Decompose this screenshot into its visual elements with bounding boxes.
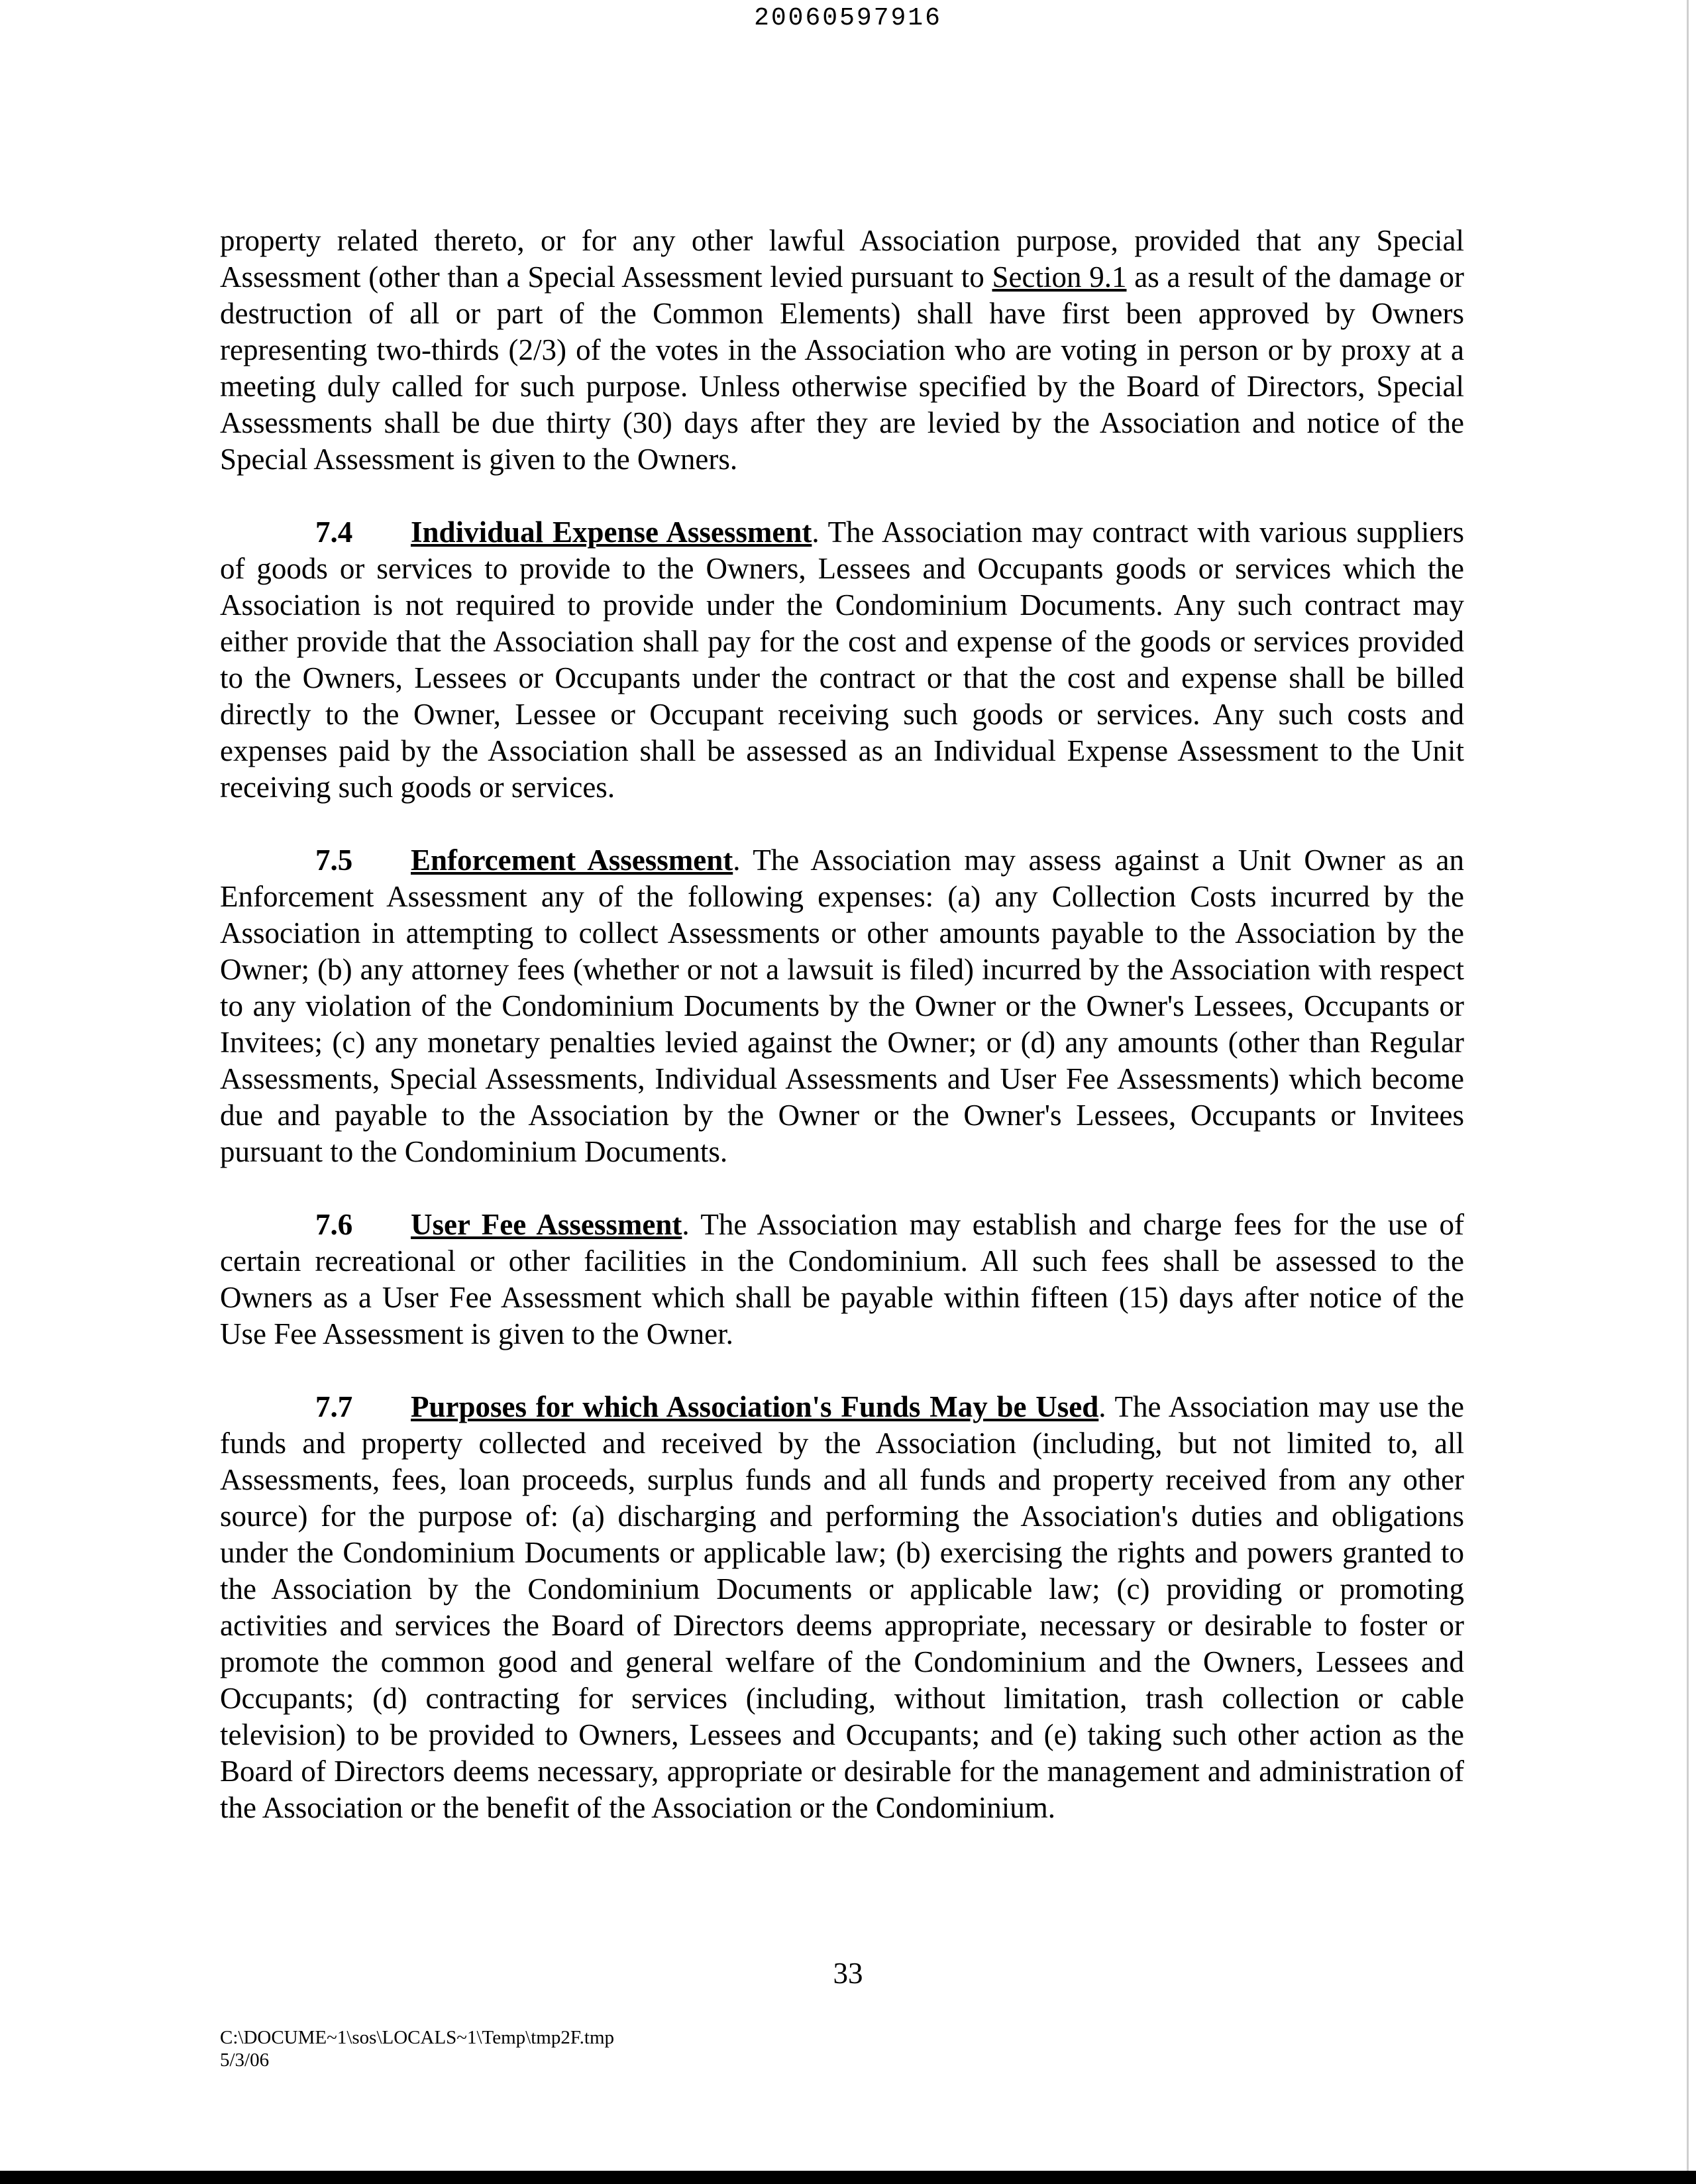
page-number: 33 [833, 1957, 863, 1990]
section-title: Purposes for which Association's Funds May be Used [411, 1390, 1099, 1423]
section-number: 7.5 [315, 844, 353, 877]
paragraph-text: as a result of the damage or destruction of all or part of the Common Elements) shall have first been approved by Owners representing two-thirds (2/3) of the votes in the Association who are voting in person or by proxy at a meeting duly called for such purpose. Unless otherwise specified by the Board of Directors, Special Assessments shall be due thirty (30) days after they are levied by the Association and notice of the Special Assessment is given to the Owners. [220, 260, 1464, 476]
section-body: . The Association may establish and charge fees for the use of certain recreational or other facilities in the Condominium. All such fees shall be assessed to the Owners as a User Fee Assessment which shall be payable within fifteen (15) days after notice of the Use Fee Assessment is given to the Owner. [220, 1208, 1464, 1350]
section-title: Individual Expense Assessment [411, 516, 812, 549]
paragraph-continuation [220, 223, 1464, 478]
section-body: . The Association may use the funds and property collected and received by the Association (including, but not limited to, all Assessments, fees, loan proceeds, surplus funds and all funds and property received from any other source) for the purpose of: (a) discharging and performing the Association's duties and obligations under the Condominium Documents or applicable law; (b) exercising the rights and powers granted to the Association by the Condominium Documents or applicable law; (c) providing or promoting activities and services the Board of Directors deems appropriate, necessary or desirable to foster or promote the common good and general welfare of the Condominium and the Owners, Lessees and Occupants; (d) contracting for services (including, without limitation, trash collection or cable television) to be provided to Owners, Lessees and Occupants; and (e) taking such other action as the Board of Directors deems necessary, appropriate or desirable for the management and administration of the Association or the benefit of the Association or the Condominium. [220, 1390, 1464, 1824]
section-reference: Section 9.1 [992, 260, 1127, 294]
section-body: . The Association may contract with various suppliers of goods or services to provide to the Owners, Lessees and Occupants goods or services which the Association is not required to provide under the Condominium Documents. Any such contract may either provide that the Association shall pay for the cost and expense of the goods or services provided to the Owners, Lessees or Occupants under the contract or that the cost and expense shall be billed directly to the Owner, Lessee or Occupant receiving such goods or services. Any such costs and expenses paid by the Association shall be assessed as an Individual Expense Assessment to the Unit receiving such goods or services. [220, 516, 1464, 804]
footer [220, 2026, 614, 2071]
section-7-5 [220, 842, 1464, 1170]
paragraph-text: property related thereto, or for any other lawful Association purpose, provided that any Special Assessment (other than a Special Assessment levied pursuant to [220, 224, 1464, 294]
scan-edge-line [1687, 0, 1689, 2184]
footer-date: 5/3/06 [220, 2049, 270, 2071]
scan-bottom-border [0, 2171, 1696, 2184]
section-title: Enforcement Assessment [411, 844, 733, 877]
section-title: User Fee Assessment [411, 1208, 682, 1241]
footer-file-path: C:\DOCUME~1\sos\LOCALS~1\Temp\tmp2F.tmp [220, 2027, 614, 2048]
section-7-4 [220, 514, 1464, 806]
document-id: 20060597916 [754, 4, 942, 32]
document-body [220, 223, 1464, 1863]
section-number: 7.4 [315, 516, 353, 549]
section-body: . The Association may assess against a Unit Owner as an Enforcement Assessment any of the following expenses: (a) any Collection Costs incurred by the Association in attempting to collect Assessments or other amounts payable to the Association by the Owner; (b) any attorney fees (whether or not a lawsuit is filed) incurred by the Association with respect to any violation of the Condominium Documents by the Owner or the Owner's Lessees, Occupants or Invitees; (c) any monetary penalties levied against the Owner; or (d) any amounts (other than Regular Assessments, Special Assessments, Individual Assessments and User Fee Assessments) which become due and payable to the Association by the Owner or the Owner's Lessees, Occupants or Invitees pursuant to the Condominium Documents. [220, 844, 1464, 1168]
section-7-7 [220, 1389, 1464, 1826]
section-number: 7.7 [315, 1390, 353, 1423]
section-7-6 [220, 1207, 1464, 1352]
section-number: 7.6 [315, 1208, 353, 1241]
